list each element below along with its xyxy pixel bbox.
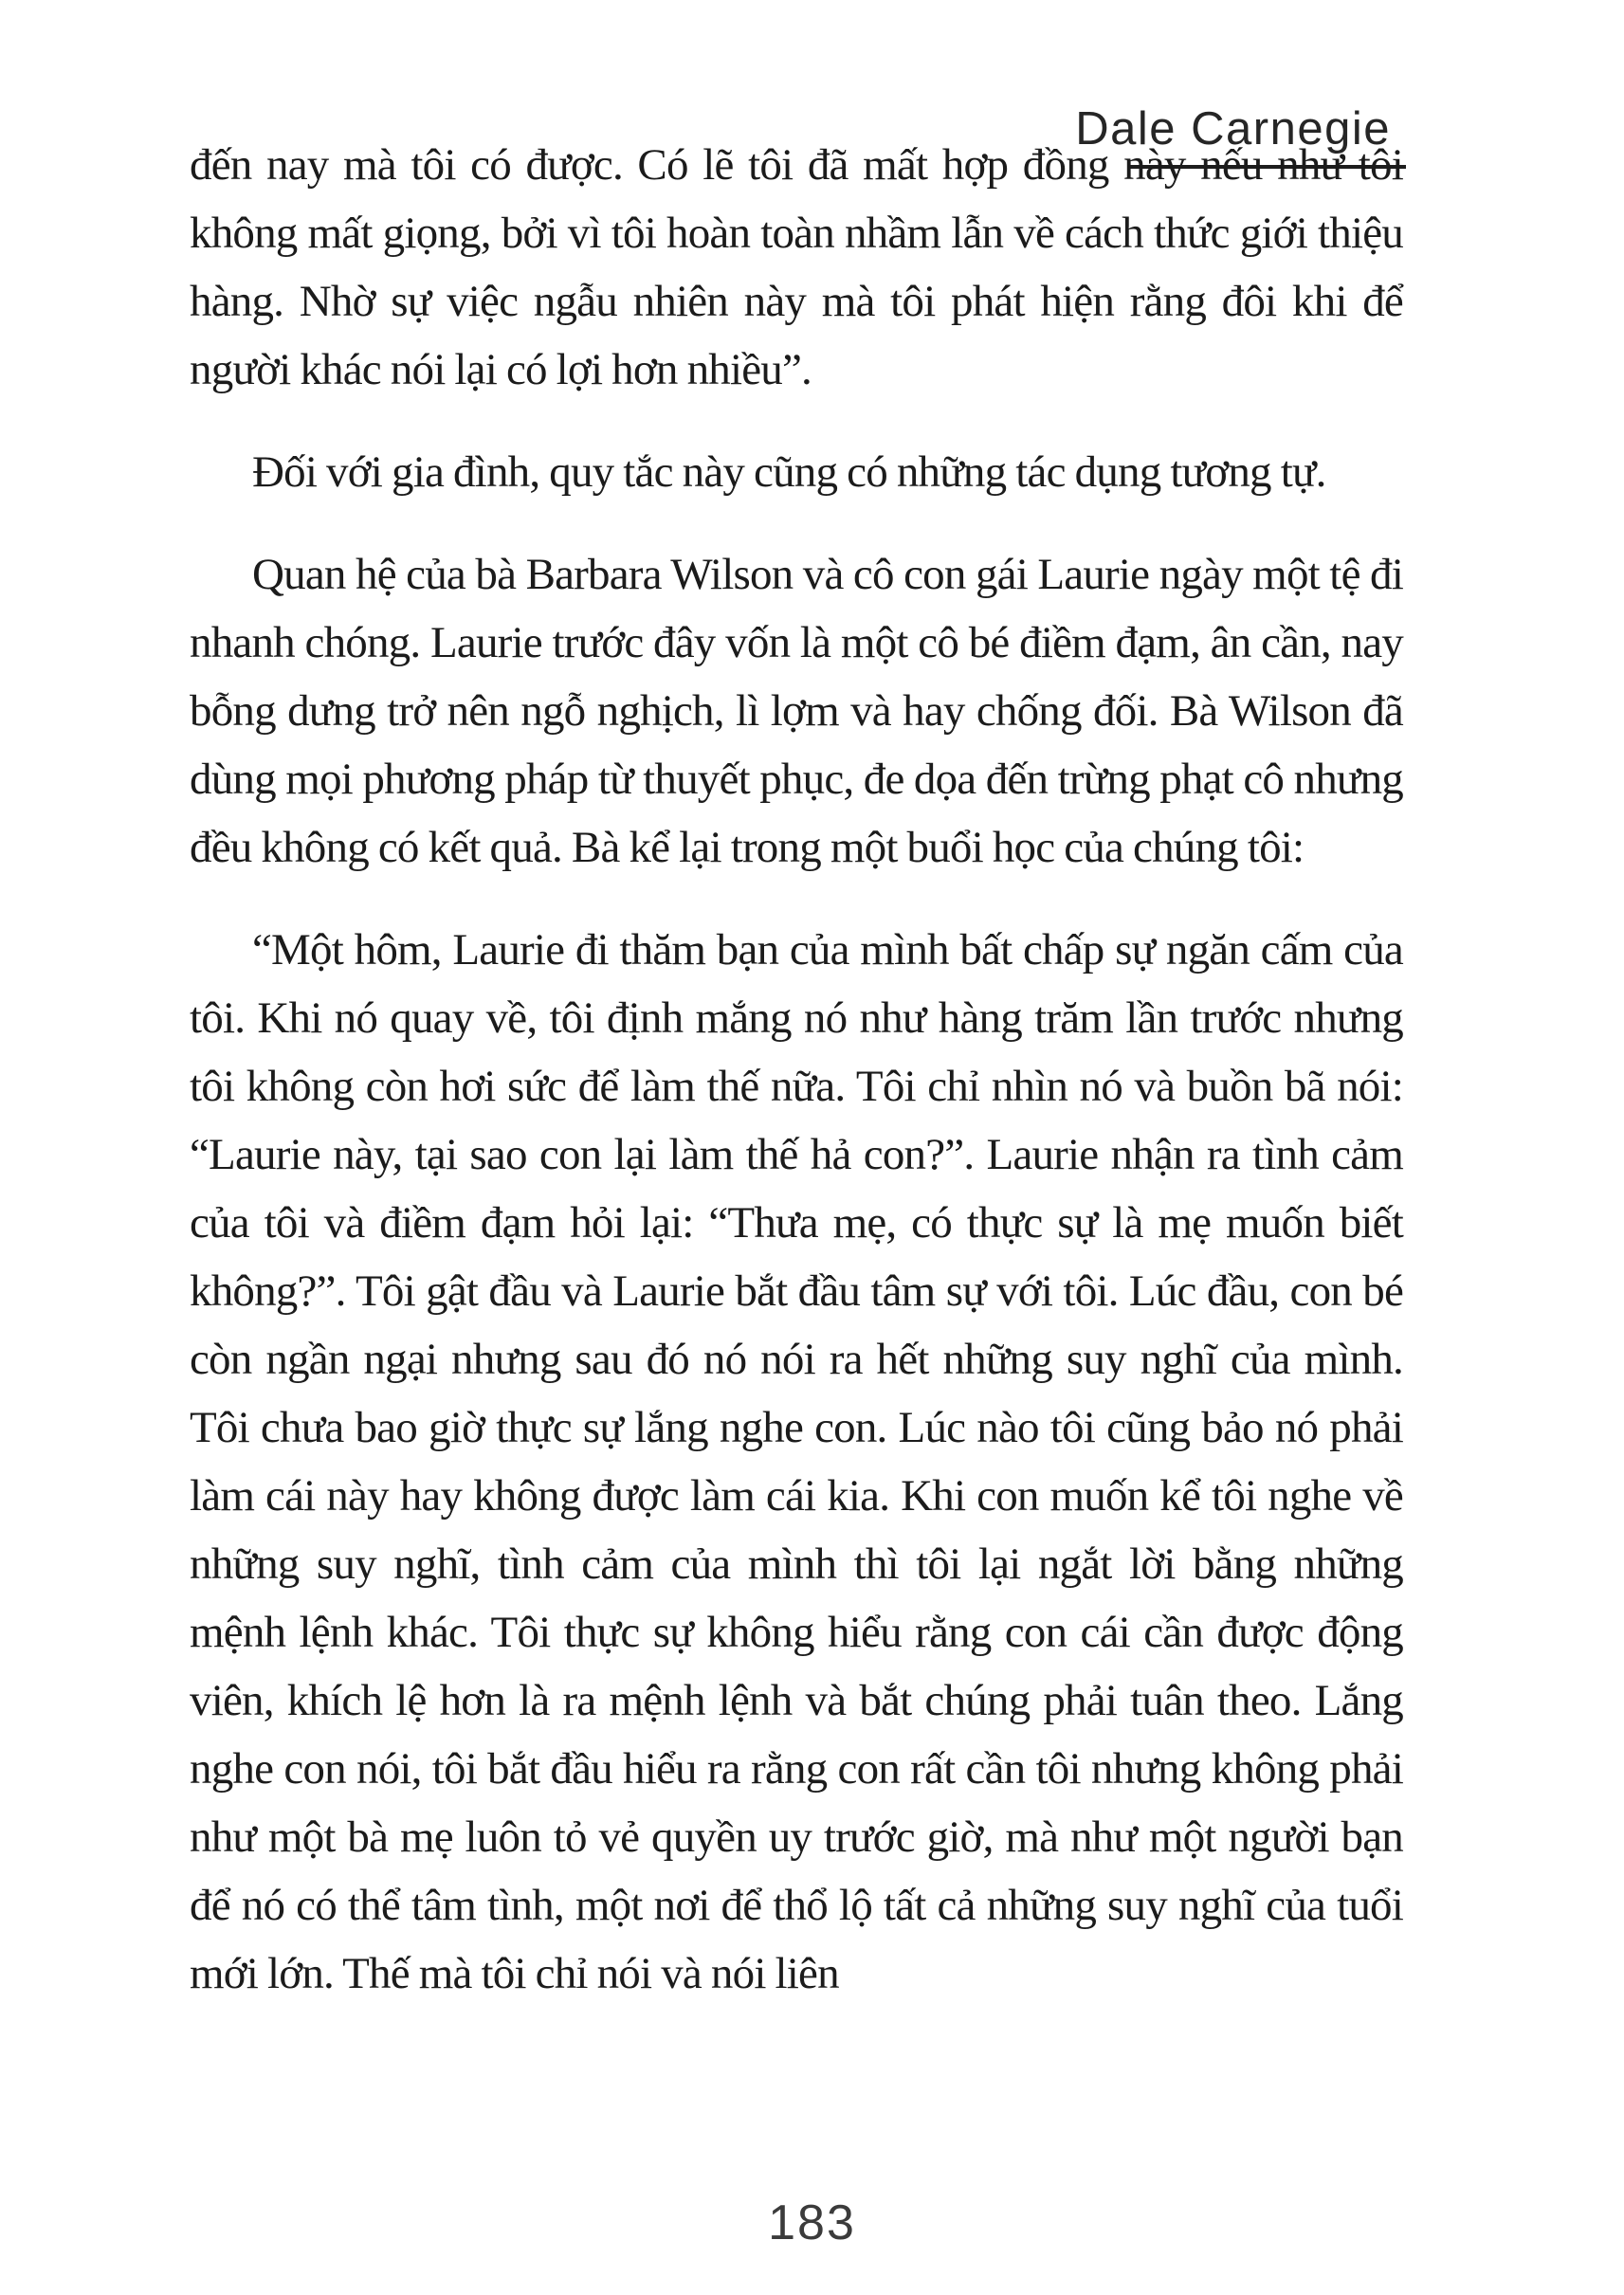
paragraph: Quan hệ của bà Barbara Wilson và cô con gái Laurie ngày một tệ đi nhanh chóng. Laurie trước đây vốn là một cô bé điềm đạm, ân cần, nay bỗng dưng trở nên ngỗ nghịch, lì lợm và hay chống đối. Bà Wilson đã dùng mọi phương pháp từ thuyết phục, đe dọa đến trừng phạt cô nhưng đều không có kết quả. Bà kể lại trong một buổi học của chúng tôi: (190, 550, 1403, 872)
paragraph-quote: “Một hôm, Laurie đi thăm bạn của mình bất chấp sự ngăn cấm của tôi. Khi nó quay về, tôi định mắng nó như hàng trăm lần trước nhưng tôi không còn hơi sức để làm thế nữa. Tôi chỉ nhìn nó và buồn bã nói: “Laurie này, tại sao con lại làm thế hả con?”. Laurie nhận ra tình cảm của tôi và điềm đạm hỏi lại: “Thưa mẹ, có thực sự là mẹ muốn biết không?”. Tôi gật đầu và Laurie bắt đầu tâm sự với tôi. Lúc đầu, con bé còn ngần ngại nhưng sau đó nó nói ra hết những suy nghĩ của mình. Tôi chưa bao giờ thực sự lắng nghe con. Lúc nào tôi cũng bảo nó phải làm cái này hay không được làm cái kia. Khi con muốn kể tôi nghe về những suy nghĩ, tình cảm của mình thì tôi lại ngắt lời bằng những mệnh lệnh khác. Tôi thực sự không hiểu rằng con cái cần được động viên, khích lệ hơn là ra mệnh lệnh và bắt chúng phải tuân theo. Lắng nghe con nói, tôi bắt đầu hiểu ra rằng con rất cần tôi nhưng không phải như một bà mẹ luôn tỏ vẻ quyền uy trước giờ, mà như một người bạn để nó có thể tâm tình, một nơi để thổ lộ tất cả những suy nghĩ của tuổi mới lớn. Thế mà tôi chỉ nói và nói liên (190, 925, 1403, 1998)
author-running-head: Dale Carnegie (1075, 103, 1391, 155)
body-text-block (190, 131, 1403, 2008)
paragraph-continuation: đến nay mà tôi có được. Có lẽ tôi đã mất hợp đồng này nếu như tôi không mất giọng, bởi vì tôi hoàn toàn nhầm lẫn về cách thức giới thiệu hàng. Nhờ sự việc ngẫu nhiên này mà tôi phát hiện rằng đôi khi để người khác nói lại có lợi hơn nhiều”. (190, 140, 1403, 394)
paragraph: Đối với gia đình, quy tắc này cũng có những tác dụng tương tự. (252, 447, 1326, 497)
page-number: 183 (768, 2195, 856, 2250)
